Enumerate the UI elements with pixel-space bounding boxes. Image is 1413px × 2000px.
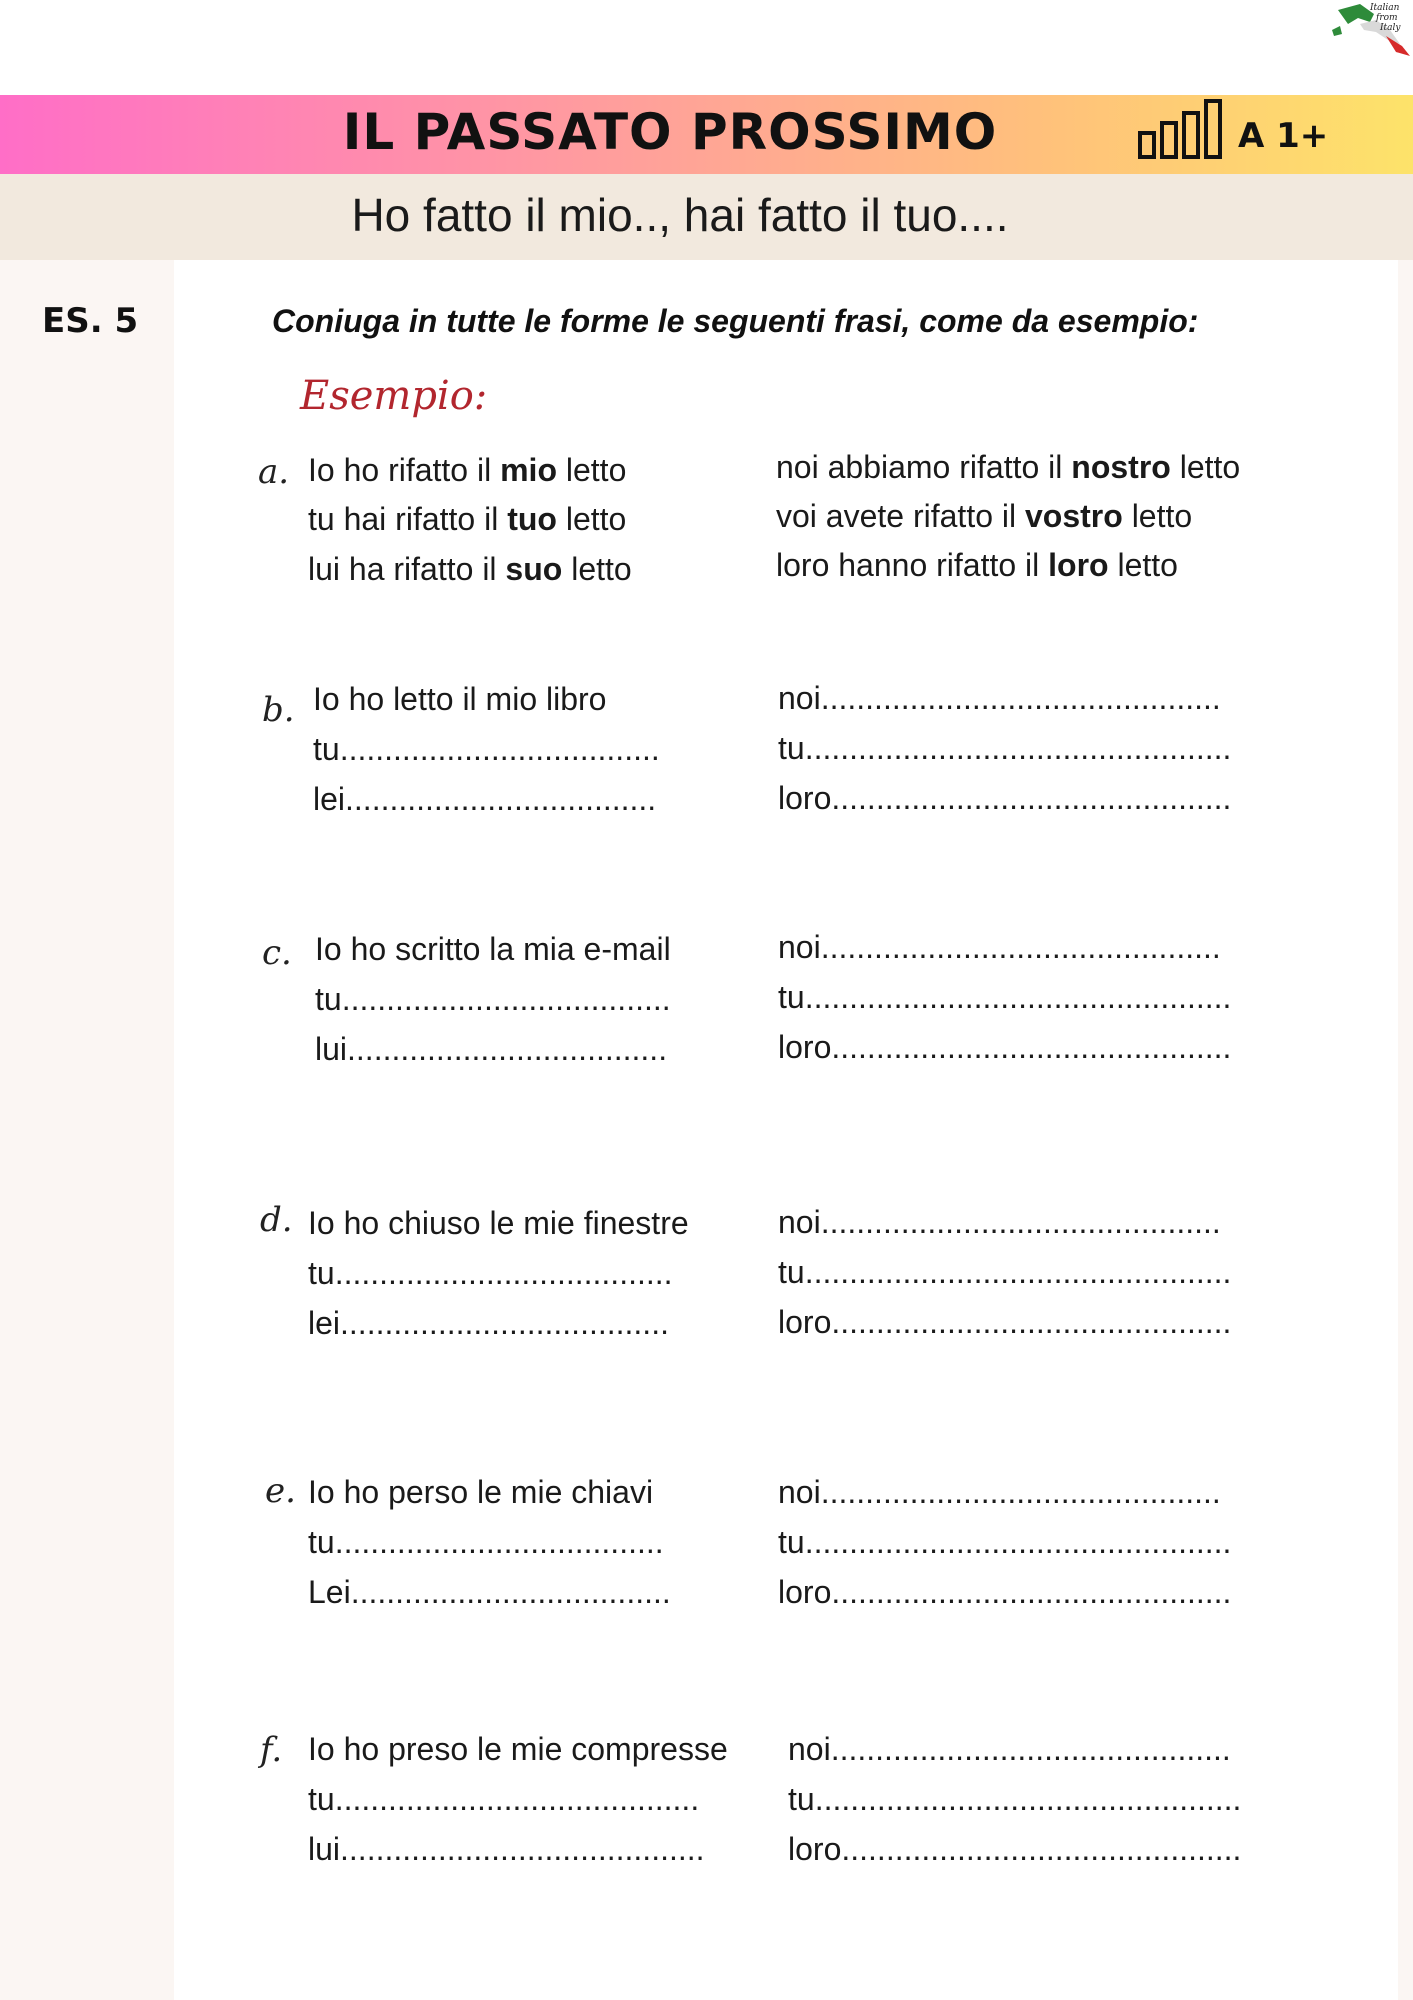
item-d-left-line-2: tu...................................... bbox=[308, 1255, 673, 1291]
item-d-left-line-3: lei..................................... bbox=[308, 1305, 669, 1341]
item-b-left-line-3: lei................................... bbox=[313, 781, 657, 817]
example-right-line-3: loro hanno rifatto il loro letto bbox=[776, 547, 1178, 583]
exercise-number: ES. 5 bbox=[42, 301, 139, 341]
item-c-right-line-3: loro............................................. bbox=[778, 1029, 1232, 1065]
item-letter-c: c. bbox=[262, 933, 292, 973]
subtitle-banner bbox=[0, 174, 1413, 260]
example-right-line-2: voi avete rifatto il vostro letto bbox=[776, 498, 1193, 534]
item-c-left-line-2: tu..................................... bbox=[315, 981, 671, 1017]
item-f-right-line-2: tu................................................ bbox=[788, 1781, 1242, 1817]
item-c-left-line-1: Io ho scritto la mia e-mail bbox=[315, 931, 671, 967]
example-left-line-2: tu hai rifatto il tuo letto bbox=[308, 501, 627, 537]
level-bars-icon bbox=[1138, 97, 1228, 170]
item-letter-a: a. bbox=[258, 452, 290, 492]
level-badge: A 1+ bbox=[1238, 116, 1329, 156]
item-f-left-line-3: lui......................................... bbox=[308, 1831, 705, 1867]
subtitle: Ho fatto il mio.., hai fatto il tuo.... bbox=[351, 189, 1009, 241]
item-d-left-line-1: Io ho chiuso le mie finestre bbox=[308, 1205, 689, 1241]
example-left-line-3: lui ha rifatto il suo letto bbox=[308, 551, 632, 587]
item-d-right-line-3: loro............................................. bbox=[778, 1304, 1232, 1340]
example-label: Esempio: bbox=[300, 373, 488, 419]
item-c-right-line-2: tu................................................ bbox=[778, 979, 1232, 1015]
example-right-line-1: noi abbiamo rifatto il nostro letto bbox=[776, 449, 1241, 485]
item-e-left-line-3: Lei.................................... bbox=[308, 1574, 671, 1610]
item-b-right-line-1: noi............................................. bbox=[778, 680, 1221, 716]
item-c-right-line-1: noi............................................. bbox=[778, 929, 1221, 965]
item-e-left-line-1: Io ho perso le mie chiavi bbox=[308, 1474, 654, 1510]
svg-text:Italian: Italian bbox=[1370, 3, 1400, 13]
exercise-instruction: Coniuga in tutte le forme le seguenti frasi, come da esempio: bbox=[272, 303, 1199, 339]
item-d-right-line-1: noi............................................. bbox=[778, 1204, 1221, 1240]
item-b-left-line-2: tu.................................... bbox=[313, 731, 660, 767]
item-b-right-line-2: tu................................................ bbox=[778, 730, 1232, 766]
item-letter-b: b. bbox=[262, 690, 295, 730]
item-letter-e: e. bbox=[265, 1471, 296, 1511]
page-title: IL PASSATO PROSSIMO bbox=[342, 103, 998, 161]
item-e-right-line-3: loro............................................. bbox=[778, 1574, 1232, 1610]
item-e-right-line-2: tu................................................ bbox=[778, 1524, 1232, 1560]
svg-text:Italy: Italy bbox=[1380, 23, 1401, 33]
item-c-left-line-3: lui.................................... bbox=[315, 1031, 668, 1067]
item-e-right-line-1: noi............................................. bbox=[778, 1474, 1221, 1510]
left-margin-strip bbox=[0, 260, 174, 2000]
item-f-left-line-2: tu......................................... bbox=[308, 1781, 700, 1817]
item-f-left-line-1: Io ho preso le mie compresse bbox=[308, 1731, 728, 1767]
item-letter-f: f. bbox=[260, 1730, 283, 1770]
item-f-right-line-1: noi............................................. bbox=[788, 1731, 1231, 1767]
item-d-right-line-2: tu................................................ bbox=[778, 1254, 1232, 1290]
italian-from-italy-logo bbox=[1330, 0, 1413, 60]
item-b-left-line-1: Io ho letto il mio libro bbox=[313, 681, 607, 717]
item-f-right-line-3: loro............................................. bbox=[788, 1831, 1242, 1867]
right-margin-strip bbox=[1398, 260, 1413, 2000]
item-letter-d: d. bbox=[260, 1200, 293, 1240]
item-b-right-line-3: loro............................................. bbox=[778, 780, 1232, 816]
svg-text:from: from bbox=[1376, 13, 1398, 23]
item-e-left-line-2: tu..................................... bbox=[308, 1524, 664, 1560]
example-left-line-1: Io ho rifatto il mio letto bbox=[308, 452, 627, 488]
